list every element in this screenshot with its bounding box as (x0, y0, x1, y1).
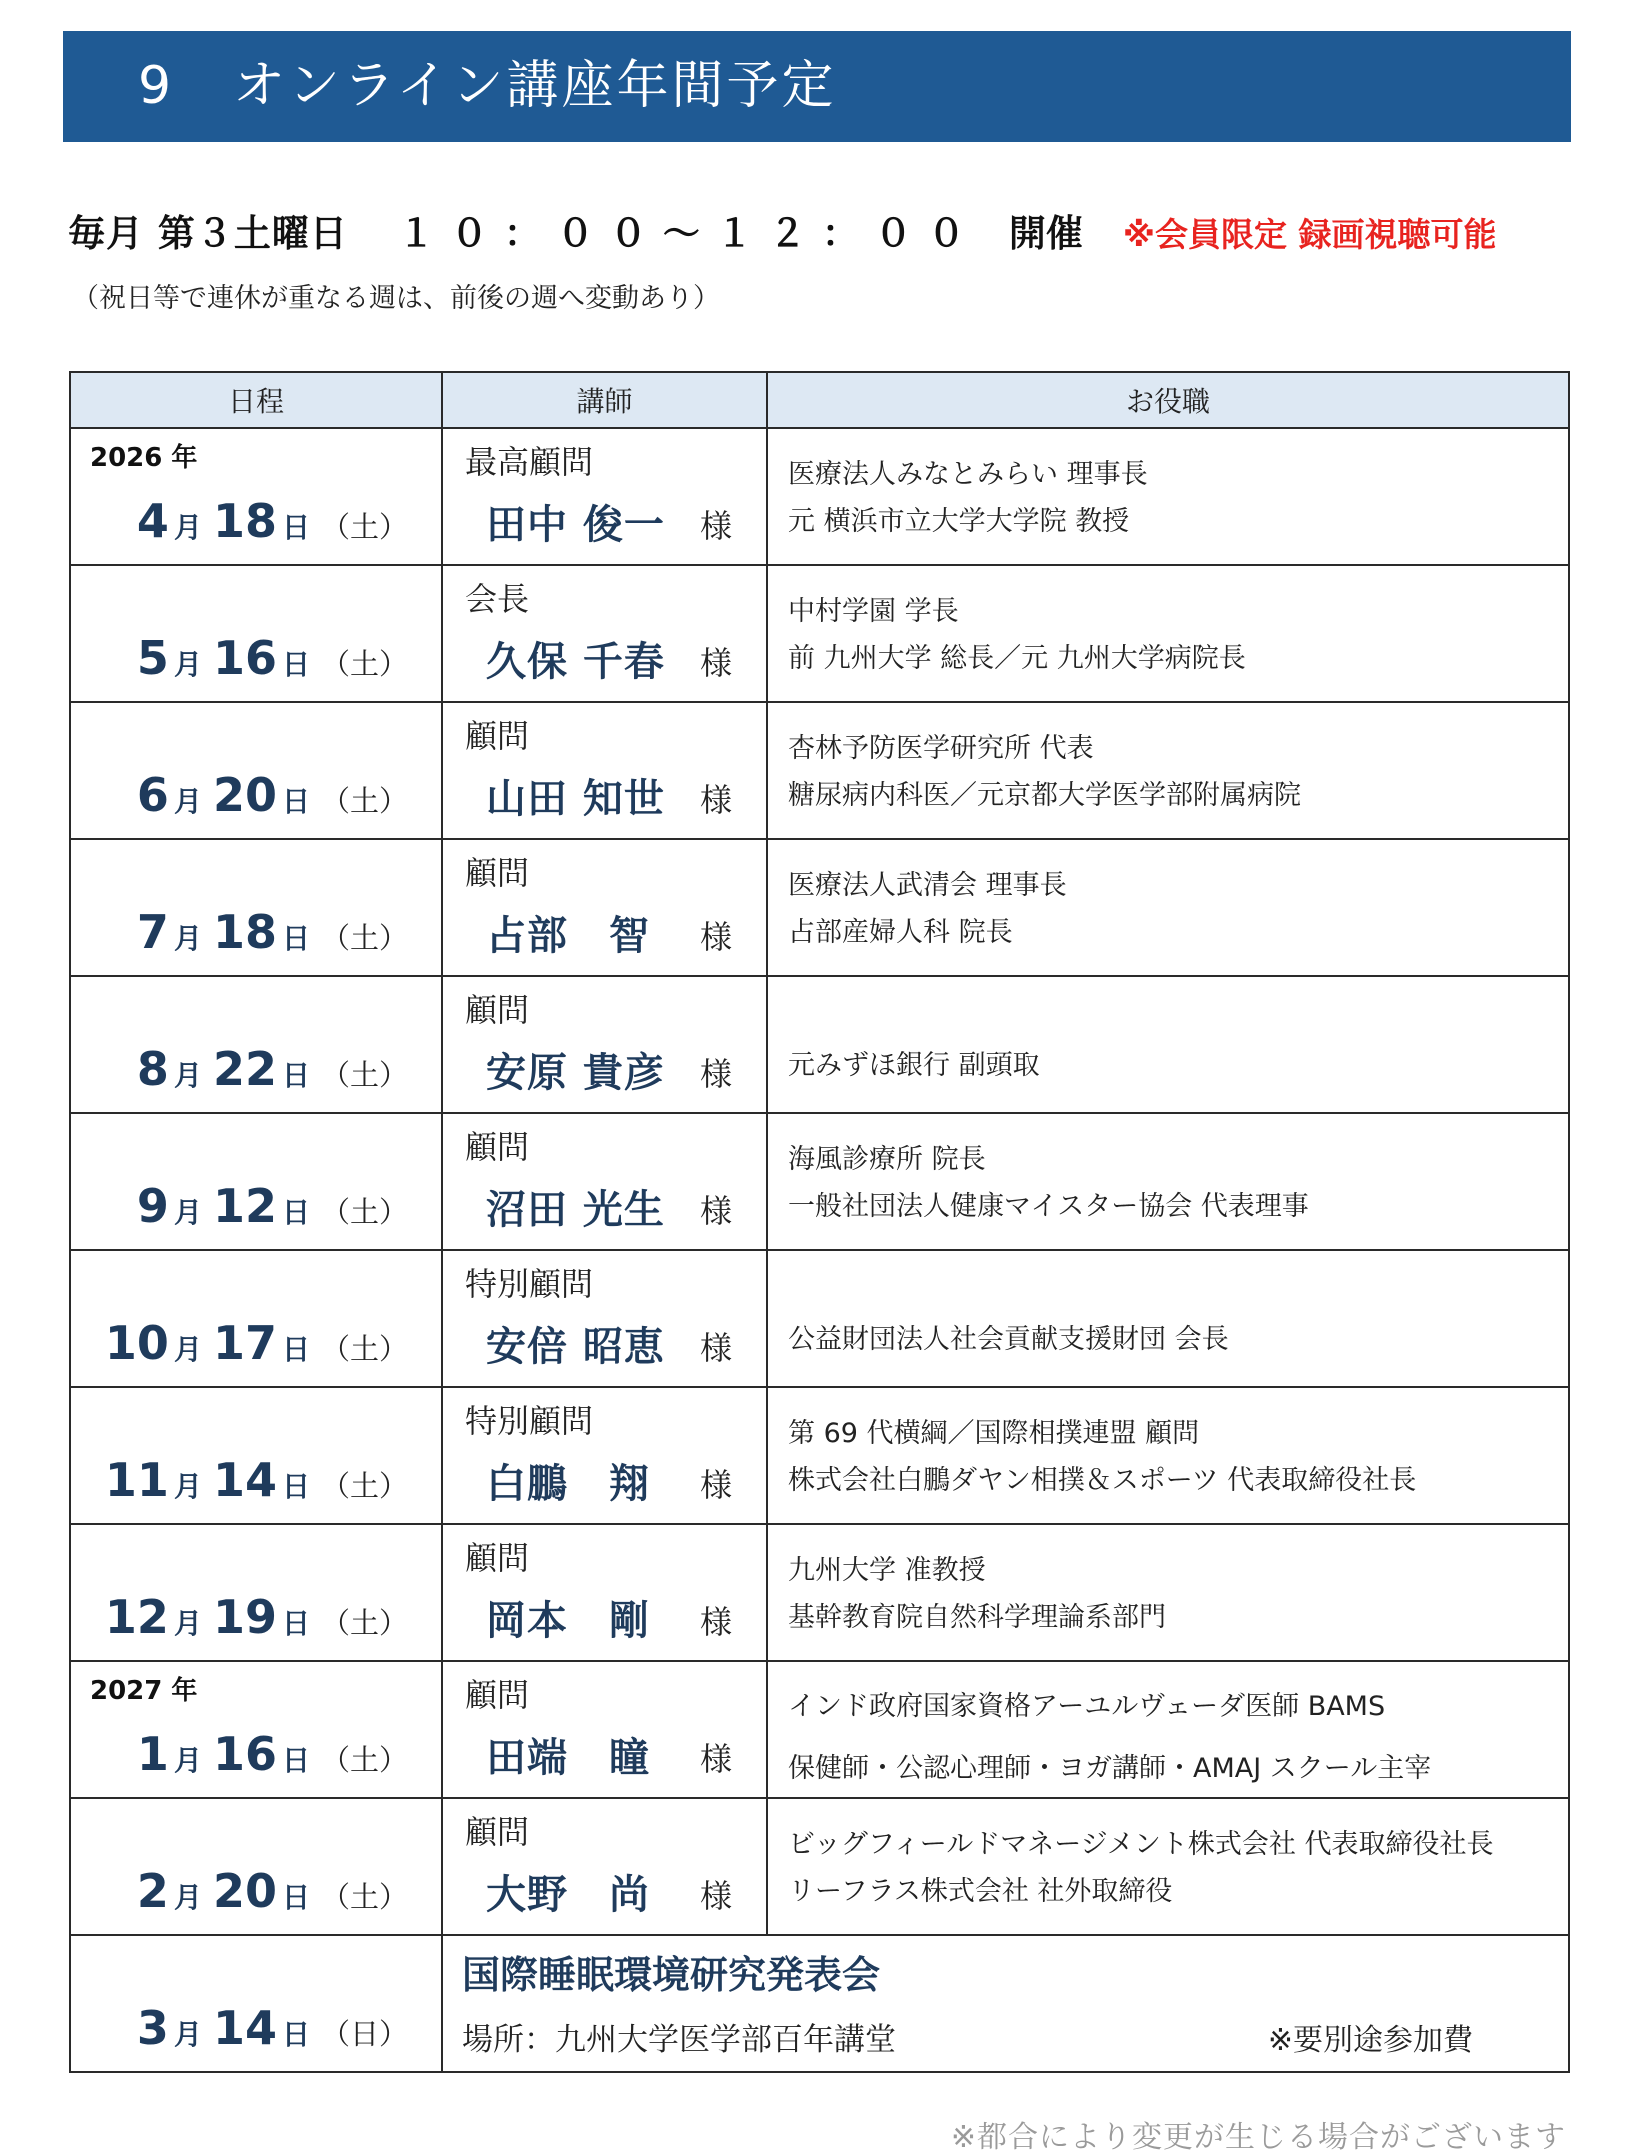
lecturer-name: 安倍 昭恵 (486, 1324, 665, 1370)
date-cell (70, 839, 442, 976)
position-line: 株式会社白鵬ダヤン相撲＆スポーツ 代表取締役社長 (788, 1465, 1417, 1496)
lecturer-role: 会長 (465, 580, 530, 618)
position-line: 公益財団法人社会貢献支援財団 会長 (788, 1324, 1229, 1355)
month-suffix: 月 (173, 1059, 202, 1092)
position-lines (788, 1821, 1493, 1915)
position-line: 糖尿病内科医／元京都大学医学部附属病院 (788, 780, 1301, 811)
day-suffix: 日 (281, 922, 310, 955)
honorific: 様 (699, 1055, 732, 1093)
table-row (70, 839, 1569, 976)
lecturer-cell (442, 1250, 767, 1387)
position-cell (767, 1524, 1569, 1661)
position-line: 九州大学 准教授 (788, 1555, 986, 1586)
event-fee-note: ※要別途参加費 (1267, 2023, 1473, 2058)
date-month: 8 (136, 1042, 169, 1096)
lecture-date (137, 905, 408, 959)
position-line: 基幹教育院自然科学理論系部門 (788, 1602, 1166, 1633)
lecturer-name: 白鵬 翔 (486, 1461, 650, 1507)
lecturer-cell (442, 1798, 767, 1935)
honorific: 様 (699, 781, 732, 819)
event-venue: 場所：九州大学医学部百年講堂 (462, 2022, 896, 2058)
table-row (70, 702, 1569, 839)
honorific: 様 (699, 1603, 732, 1641)
lecturer-name: 山田 知世 (486, 776, 665, 822)
date-month: 5 (136, 631, 169, 685)
position-lines (788, 1410, 1416, 1504)
date-weekday: （土） (320, 647, 408, 681)
date-weekday: （土） (320, 1195, 408, 1229)
table-row (70, 1387, 1569, 1524)
date-weekday: （土） (320, 1332, 408, 1366)
honorific: 様 (699, 507, 732, 545)
date-day: 18 (212, 905, 277, 959)
lecturer-role: 顧問 (465, 717, 530, 755)
section-banner (63, 31, 1571, 142)
schedule-time: １０：００～１２：００ (397, 212, 981, 255)
table-row (70, 1250, 1569, 1387)
honorific: 様 (699, 1877, 732, 1915)
date-weekday: （土） (320, 1743, 408, 1777)
lecture-date (137, 768, 408, 822)
date-month: 11 (104, 1453, 169, 1507)
position-line: 医療法人武清会 理事長 (788, 870, 1067, 901)
lecturer-name: 安原 貴彦 (486, 1050, 665, 1096)
position-line: 占部産婦人科 院長 (788, 917, 1013, 948)
honorific: 様 (699, 1466, 732, 1504)
lecturer-name: 占部 智 (486, 913, 650, 959)
honorific: 様 (699, 1329, 732, 1367)
day-suffix: 日 (281, 1744, 310, 1777)
position-line: 元 横浜市立大学大学院 教授 (788, 506, 1130, 537)
date-day: 18 (212, 494, 277, 548)
month-suffix: 月 (173, 1744, 202, 1777)
lecture-date (105, 1453, 408, 1507)
date-weekday: （土） (320, 1880, 408, 1914)
lecturer-role: 顧問 (465, 1813, 530, 1851)
position-line: 杏林予防医学研究所 代表 (788, 733, 1094, 764)
date-cell (70, 976, 442, 1113)
date-cell (70, 565, 442, 702)
day-suffix: 日 (281, 511, 310, 544)
date-month: 4 (136, 494, 169, 548)
event-title: 国際睡眠環境研究発表会 (462, 1953, 881, 1997)
date-day: 16 (212, 631, 277, 685)
table-row (70, 428, 1569, 565)
honorific: 様 (699, 1740, 732, 1778)
date-weekday: （土） (320, 1469, 408, 1503)
table-row (70, 1661, 1569, 1798)
lecturer-role: 顧問 (465, 991, 530, 1029)
honorific: 様 (699, 644, 732, 682)
lecturer-cell (442, 565, 767, 702)
lecturer-name: 田端 瞳 (486, 1735, 650, 1781)
lecture-date (105, 1590, 408, 1644)
day-suffix: 日 (281, 1607, 310, 1640)
position-lines (788, 451, 1148, 545)
schedule-headline (68, 203, 1588, 257)
lecturer-name: 久保 千春 (486, 639, 665, 685)
lecturer-name: 大野 尚 (486, 1872, 650, 1918)
day-suffix: 日 (281, 2018, 310, 2051)
header-date: 日程 (70, 372, 442, 428)
day-suffix: 日 (281, 1333, 310, 1366)
lecture-date (137, 1042, 408, 1096)
lecturer-cell (442, 428, 767, 565)
header-position: お役職 (767, 372, 1569, 428)
date-month: 12 (104, 1590, 169, 1644)
date-weekday: （土） (320, 921, 408, 955)
holiday-note: （祝日等で連休が重なる週は、前後の週へ変動あり） (72, 283, 720, 314)
month-suffix: 月 (173, 648, 202, 681)
date-day: 12 (212, 1179, 277, 1233)
position-cell (767, 976, 1569, 1113)
position-lines (788, 588, 1246, 682)
position-lines (788, 725, 1301, 819)
position-line: 元みずほ銀行 副頭取 (788, 1050, 1040, 1081)
date-weekday: （土） (320, 1058, 408, 1092)
position-lines (788, 862, 1067, 956)
date-cell (70, 1250, 442, 1387)
table-row (70, 565, 1569, 702)
event-info-cell (442, 1935, 1569, 2072)
date-day: 17 (212, 1316, 277, 1370)
lecture-date (137, 1179, 408, 1233)
position-line: 一般社団法人健康マイスター協会 代表理事 (788, 1191, 1309, 1222)
date-weekday: （土） (320, 784, 408, 818)
date-day: 22 (212, 1042, 277, 1096)
schedule-open-label: 開催 (1008, 212, 1083, 255)
lecture-date (137, 631, 408, 685)
table-row (70, 1798, 1569, 1935)
position-line: 中村学園 学長 (788, 596, 959, 627)
date-cell (70, 1661, 442, 1798)
position-cell (767, 428, 1569, 565)
table-header-row (70, 372, 1569, 428)
position-lines (788, 1547, 1166, 1641)
month-suffix: 月 (173, 1607, 202, 1640)
event-date (137, 2001, 408, 2055)
change-footnote: ※都合により変更が生じる場合がございます (950, 2120, 1566, 2155)
position-cell (767, 1798, 1569, 1935)
date-cell (70, 1524, 442, 1661)
year-label: 2027 年 (90, 1676, 198, 1706)
date-month: 10 (104, 1316, 169, 1370)
position-cell (767, 702, 1569, 839)
date-month: 6 (136, 768, 169, 822)
month-suffix: 月 (173, 1470, 202, 1503)
header-lecturer: 講師 (442, 372, 767, 428)
lecturer-role: 特別顧問 (465, 1265, 594, 1303)
month-suffix: 月 (173, 1333, 202, 1366)
event-row (70, 1935, 1569, 2072)
table-row (70, 976, 1569, 1113)
month-suffix: 月 (173, 1196, 202, 1229)
month-suffix: 月 (173, 1881, 202, 1914)
lecturer-cell (442, 702, 767, 839)
month-suffix: 月 (173, 2018, 202, 2051)
lecturer-role: 顧問 (465, 1676, 530, 1714)
position-lines (788, 1676, 1431, 1800)
lecturer-role: 最高顧問 (465, 443, 594, 481)
honorific: 様 (699, 1192, 732, 1230)
date-month: 7 (136, 905, 169, 959)
position-cell (767, 1387, 1569, 1524)
lecture-date (137, 1727, 408, 1781)
position-lines (788, 1136, 1309, 1230)
lecturer-role: 顧問 (465, 1128, 530, 1166)
section-number: 9 (138, 56, 175, 116)
lecturer-cell (442, 1661, 767, 1798)
position-line: 海風診療所 院長 (788, 1144, 986, 1175)
date-month: 1 (136, 1727, 169, 1781)
day-suffix: 日 (281, 1059, 310, 1092)
position-cell (767, 565, 1569, 702)
date-weekday: （土） (320, 510, 408, 544)
event-weekday: （日） (320, 2017, 408, 2051)
position-line: 保健師・公認心理師・ヨガ講師・AMAJ スクール主宰 (788, 1753, 1432, 1784)
date-month: 2 (136, 1864, 169, 1918)
day-suffix: 日 (281, 1881, 310, 1914)
position-lines (788, 1316, 1229, 1363)
date-cell (70, 702, 442, 839)
table-row (70, 1113, 1569, 1250)
lecturer-cell (442, 1113, 767, 1250)
lecturer-name: 岡本 剛 (486, 1598, 650, 1644)
day-suffix: 日 (281, 648, 310, 681)
event-day: 14 (212, 2001, 277, 2055)
lecturer-role: 特別顧問 (465, 1402, 594, 1440)
date-day: 19 (212, 1590, 277, 1644)
year-label: 2026 年 (90, 443, 198, 473)
lecturer-cell (442, 976, 767, 1113)
lecture-date (137, 1864, 408, 1918)
month-suffix: 月 (173, 785, 202, 818)
member-note: ※会員限定 録画視聴可能 (1122, 215, 1497, 254)
event-month: 3 (136, 2001, 169, 2055)
position-line: 第 69 代横綱／国際相撲連盟 顧問 (788, 1418, 1200, 1449)
position-line: 医療法人みなとみらい 理事長 (788, 459, 1148, 490)
lecturer-cell (442, 839, 767, 976)
lecturer-name: 田中 俊一 (486, 502, 665, 548)
position-cell (767, 839, 1569, 976)
day-suffix: 日 (281, 1470, 310, 1503)
position-line: ビッグフィールドマネージメント株式会社 代表取締役社長 (788, 1829, 1494, 1860)
date-day: 16 (212, 1727, 277, 1781)
date-day: 14 (212, 1453, 277, 1507)
lecturer-role: 顧問 (465, 854, 530, 892)
lecture-date (137, 494, 408, 548)
position-cell (767, 1250, 1569, 1387)
lecturer-name: 沼田 光生 (486, 1187, 665, 1233)
date-cell (70, 1798, 442, 1935)
table-row (70, 1524, 1569, 1661)
date-cell (70, 1387, 442, 1524)
day-suffix: 日 (281, 1196, 310, 1229)
event-date-cell (70, 1935, 442, 2072)
lecturer-role: 顧問 (465, 1539, 530, 1577)
date-day: 20 (212, 768, 277, 822)
lecture-date (105, 1316, 408, 1370)
date-day: 20 (212, 1864, 277, 1918)
schedule-table (69, 371, 1570, 2073)
date-cell (70, 428, 442, 565)
month-suffix: 月 (173, 511, 202, 544)
position-line: インド政府国家資格アーユルヴェーダ医師 BAMS (788, 1691, 1386, 1722)
lecturer-cell (442, 1524, 767, 1661)
date-weekday: （土） (320, 1606, 408, 1640)
schedule-frequency: 毎月 第３土曜日 (68, 212, 348, 255)
honorific: 様 (699, 918, 732, 956)
lecturer-cell (442, 1387, 767, 1524)
date-month: 9 (136, 1179, 169, 1233)
position-line: リーフラス株式会社 社外取締役 (788, 1876, 1173, 1907)
section-title: オンライン講座年間予定 (233, 56, 837, 116)
day-suffix: 日 (281, 785, 310, 818)
month-suffix: 月 (173, 922, 202, 955)
date-cell (70, 1113, 442, 1250)
position-lines (788, 1042, 1040, 1089)
position-line: 前 九州大学 総長／元 九州大学病院長 (788, 643, 1246, 674)
position-cell (767, 1661, 1569, 1798)
position-cell (767, 1113, 1569, 1250)
